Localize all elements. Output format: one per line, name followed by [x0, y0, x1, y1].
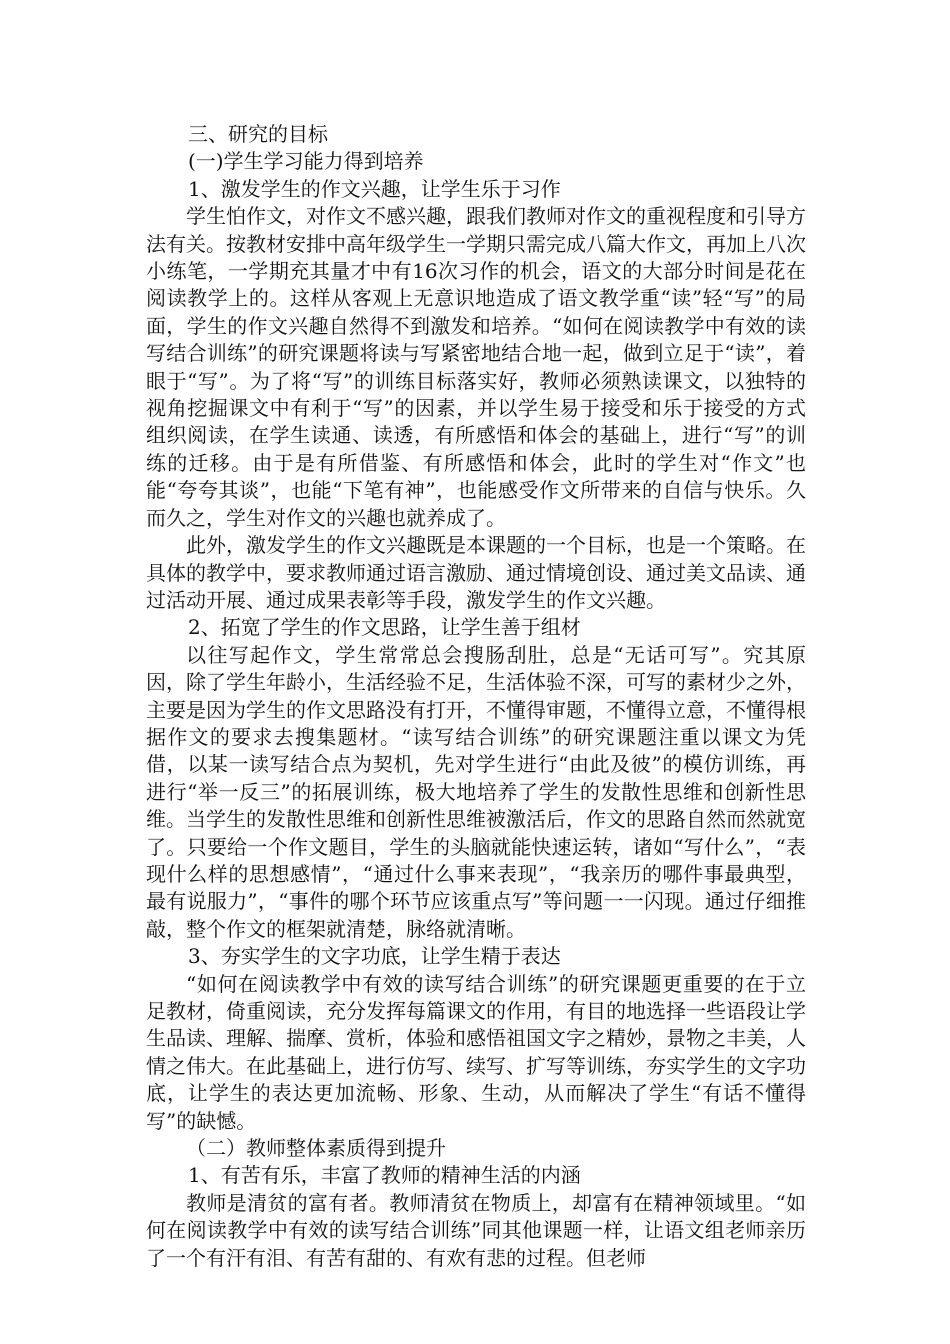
document-page	[146, 121, 806, 1272]
body-paragraph: “如何在阅读教学中有效的读写结合训练”的研究课题更重要的在于立足教材，倚重阅读，充分发挥每篇课文的作用，有目的地选择一些语段让学生品读、理解、揣摩、赏析，体验和感悟祖国文字之精妙，景物之丰美，人情之伟大。在此基础上，进行仿写、续写、扩写等训练，夯实学生的文字功底，让学生的表达更加流畅、形象、生动，从而解决了学生“有话不懂得写”的缺憾。	[146, 971, 806, 1133]
item-heading: 1、激发学生的作文兴趣，让学生乐于习作	[188, 176, 561, 201]
subsection-heading: (一)学生学习能力得到培养	[188, 149, 424, 174]
body-paragraph: 教师是清贫的富有者。教师清贫在物质上，却富有在精神领域里。“如何在阅读教学中有效的读写结合训练”同其他课题一样，让语文组老师亲历了一个有汗有泪、有苦有甜的、有欢有悲的过程。但老师	[146, 1190, 806, 1270]
body-paragraph: 学生怕作文，对作文不感兴趣，跟我们教师对作文的重视程度和引导方法有关。按教材安排中高年级学生一学期只需完成八篇大作文，再加上八次小练笔，一学期充其量才中有16次习作的机会，语文的大部分时间是花在阅读教学上的。这样从客观上无意识地造成了语文教学重“读”轻“写”的局面，学生的作文兴趣自然得不到激发和培养。“如何在阅读教学中有效的读写结合训练”的研究课题将读与写紧密地结合地一起，做到立足于“读”，着眼于“写”。为了将“写”的训练目标落实好，教师必须熟读课文，以独特的视角挖掘课文中有利于“写”的因素，并以学生易于接受和乐于接受的方式组织阅读，在学生读通、读透，有所感悟和体会的基础上，进行“写”的训练的迁移。由于是有所借鉴、有所感悟和体会，此时的学生对“作文”也能“夸夸其谈”，也能“下笔有神”，也能感受作文所带来的自信与快乐。久而久之，学生对作文的兴趣也就养成了。	[146, 204, 806, 530]
section-heading: 三、研究的目标	[188, 122, 328, 146]
body-paragraph: 此外，激发学生的作文兴趣既是本课题的一个目标，也是一个策略。在具体的教学中，要求教师通过语言激励、通过情境创设、通过美文品读、通过活动开展、通过成果表彰等手段，激发学生的作文兴趣。	[146, 533, 806, 612]
item-heading: 2、拓宽了学生的作文思路，让学生善于组材	[188, 615, 581, 640]
item-heading: 3、夯实学生的文字功底，让学生精于表达	[188, 944, 561, 969]
subsection-heading: （二）教师整体素质得到提升	[186, 1136, 446, 1161]
body-paragraph: 以往写起作文，学生常常总会搜肠刮肚，总是“无话可写”。究其原因，除了学生年龄小，生活经验不足，生活体验不深，可写的素材少之外，主要是因为学生的作文思路没有打开，不懂得审题，不懂得立意，不懂得根据作文的要求去搜集题材。“读写结合训练”的研究课题注重以课文为凭借，以某一读写结合点为契机，先对学生进行“由此及彼”的模仿训练，再进行“举一反三”的拓展训练，极大地培养了学生的发散性思维和创新性思维。当学生的发散性思维和创新性思维被激活后，作文的思路自然而然就宽了。只要给一个作文题目，学生的头脑就能快速运转，诸如“写什么”，“表现什么样的思想感情”，“通过什么事来表现”，“我亲历的哪件事最典型，最有说服力”，“事件的哪个环节应该重点写”等问题一一闪现。通过仔细推敲，整个作文的框架就清楚，脉络就清晰。	[146, 642, 806, 941]
item-heading: 1、有苦有乐，丰富了教师的精神生活的内涵	[188, 1163, 581, 1188]
